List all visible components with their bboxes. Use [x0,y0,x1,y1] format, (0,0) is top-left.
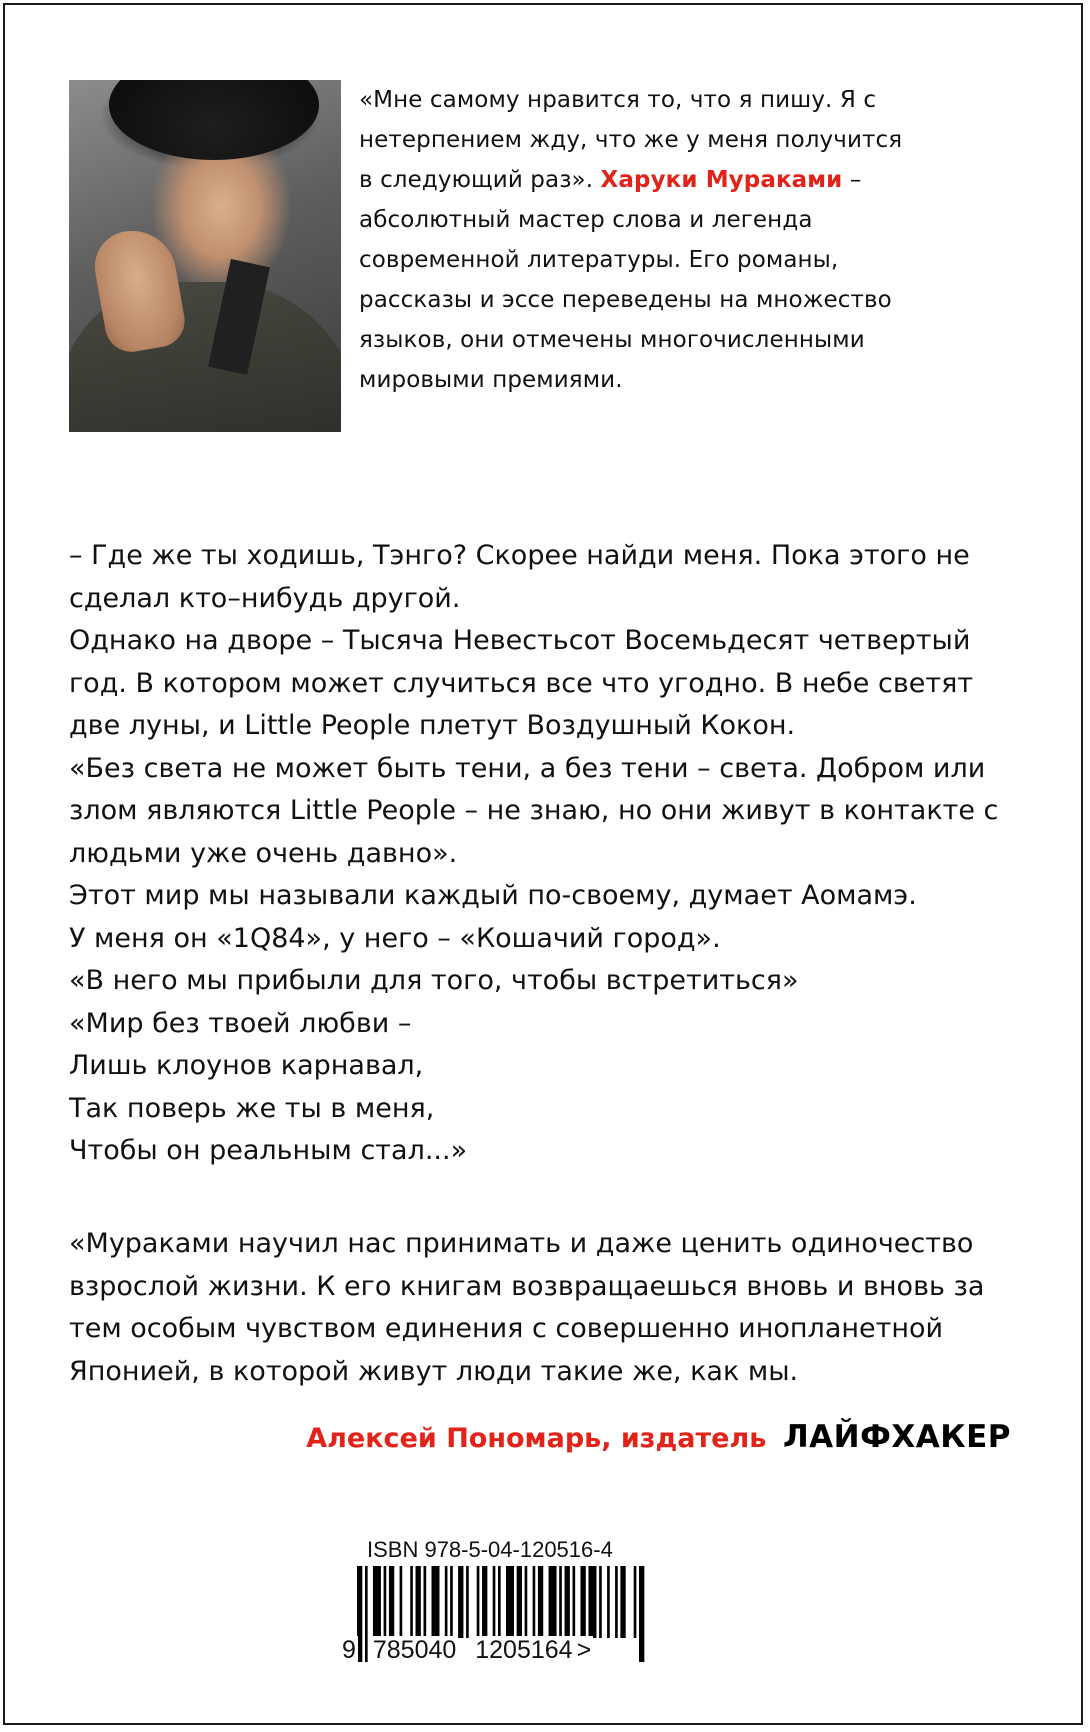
barcode-bar [400,1566,403,1638]
barcode-bar [410,1566,413,1638]
barcode-bar [549,1566,557,1638]
barcode-bar [389,1566,394,1638]
barcode-group-1: 785040 [372,1636,457,1664]
barcode-bar [580,1566,585,1638]
blurb-paragraph: – Где же ты ходишь, Тэнго? Скорее найди меня. Пока этого не сделал кто–нибудь другой. [69,540,970,614]
barcode-bar [416,1566,421,1638]
barcode-bar [384,1566,387,1638]
blurb-paragraph: «Без света не может быть тени, а без тени – света. Добром или злом являются Little People – не знаю, но они живут в контакте с людьми уже очень давно». [69,752,999,869]
barcode-bar [525,1566,528,1638]
barcode-bar [599,1566,602,1638]
blurb-poem: «Мир без твоей любви – Лишь клоунов карнавал, Так поверь же ты в меня, Чтобы он реальным стал...» [69,1007,468,1166]
barcode-bar [450,1566,453,1638]
barcode-bar [634,1566,637,1638]
barcode-digits [340,1636,593,1664]
barcode-bar [573,1566,576,1638]
barcode-bar [639,1566,644,1662]
barcode-group-2: 1205164 [475,1636,573,1664]
author-bio [359,80,919,400]
blurb-paragraph: У меня он «1Q84», у него – «Кошачий город». [69,922,721,954]
barcode-first-digit: 9 [342,1636,356,1664]
barcode-bar [517,1566,522,1638]
publication-logo: ЛАЙФХАКЕР [782,1419,1011,1455]
bio-lead-quote: «Мне самому нравится то, что я пишу. Я с нетерпением жду, что же у меня получится в следующий раз». [359,87,903,193]
barcode-bar [373,1566,381,1638]
blurb-paragraph: Однако на дворе – Тысяча Невестьсот Восемьдесят четвертый год. В котором может случиться все что угодно. В небе светят две луны, и Little People плетут Воздушный Кокон. [69,625,974,741]
blurb-paragraph: «В него мы прибыли для того, чтобы встретиться» [69,965,799,996]
barcode-bar [466,1566,469,1638]
photo-hair [109,80,319,160]
author-photo [69,80,341,432]
barcode-bar [615,1566,618,1638]
barcode-bar [588,1566,596,1638]
barcode-bar [565,1566,570,1638]
review-author: Алексей Пономарь, издатель [306,1423,767,1454]
barcode-bar [477,1566,480,1638]
barcode-bar [538,1566,543,1638]
review-attribution [306,1417,1011,1459]
barcode-end-mark: > [576,1636,592,1664]
barcode-bar [533,1566,536,1638]
barcode-bar [559,1566,562,1638]
review-quote: «Мураками научил нас принимать и даже ценить одиночество взрослой жизни. К его книгам возвращаешься вновь и вновь за тем особым чувством единения с совершенно инопланетной Японией, в которой живут люди такие же, как мы. [69,1228,985,1387]
blurb-text [69,535,1029,1173]
bio-rest: – абсолютный мастер слова и легенда современной литературы. Его романы, рассказы и эссе переведены на множество языков, они отмечены многочисленными мировыми премиями. [359,167,892,393]
barcode-bar [482,1566,487,1638]
bio-author-name: Харуки Мураками [600,167,843,193]
barcode-bar [445,1566,448,1638]
barcode-bar [458,1566,463,1638]
barcode-bar [493,1566,496,1638]
barcode-bar [607,1566,610,1638]
barcode-bar [424,1566,427,1638]
blurb-paragraph: Этот мир мы называли каждый по-своему, думает Аомамэ. [69,880,917,911]
barcode-bar [432,1566,440,1638]
isbn-label: ISBN 978-5-04-120516-4 [367,1537,613,1562]
barcode-bar [620,1566,625,1638]
